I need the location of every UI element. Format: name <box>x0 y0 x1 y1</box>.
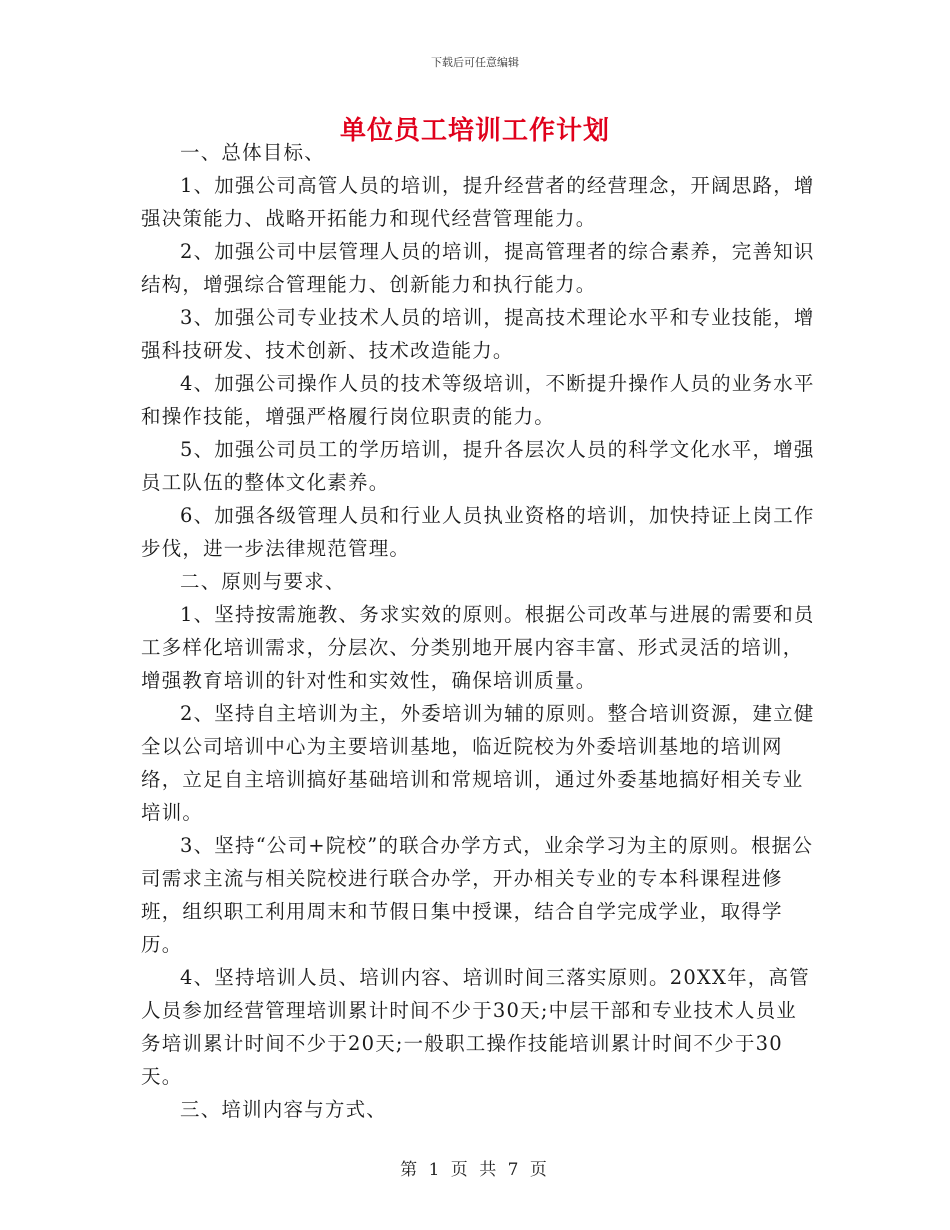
paragraph: 4、加强公司操作人员的技术等级培训，不断提升操作人员的业务水平和操作技能，增强严格履行岗位职责的能力。 <box>141 372 815 428</box>
paragraph: 1、加强公司高管人员的培训，提升经营者的经营理念，开阔思路，增强决策能力、战略开拓能力和现代经营管理能力。 <box>141 174 815 230</box>
paragraph: 5、加强公司员工的学历培训，提升各层次人员的科学文化水平，增强员工队伍的整体文化素养。 <box>141 438 815 494</box>
page-footer: 第 1 页 共 7 页 <box>400 1160 550 1180</box>
document-body <box>141 136 817 1126</box>
section-heading-2: 二、原则与要求、 <box>180 570 346 593</box>
paragraph: 2、加强公司中层管理人员的培训，提高管理者的综合素养，完善知识结构，增强综合管理能力、创新能力和执行能力。 <box>141 240 815 296</box>
header-note: 下载后可任意编辑 <box>431 56 519 69</box>
paragraph: 6、加强各级管理人员和行业人员执业资格的培训，加快持证上岗工作步伐，进一步法律规范管理。 <box>141 504 815 560</box>
document-title: 单位员工培训工作计划 <box>339 116 610 146</box>
section-heading-3: 三、培训内容与方式、 <box>180 1098 388 1121</box>
paragraph: 3、加强公司专业技术人员的培训，提高技术理论水平和专业技能，增强科技研发、技术创新、技术改造能力。 <box>141 306 815 362</box>
section-heading-1: 一、总体目标、 <box>180 141 325 164</box>
paragraph: 2、坚持自主培训为主，外委培训为辅的原则。整合培训资源，建立健全以公司培训中心为主要培训基地，临近院校为外委培训基地的培训网络，立足自主培训搞好基础培训和常规培训，通过外委基地搞好相关专业培训。 <box>141 702 815 824</box>
paragraph: 4、坚持培训人员、培训内容、培训时间三落实原则。20XX年，高管人员参加经营管理培训累计时间不少于30天;中层干部和专业技术人员业务培训累计时间不少于20天;一般职工操作技能培训累计时间不少于30天。 <box>141 966 810 1088</box>
paragraph: 3、坚持“公司+院校”的联合办学方式，业余学习为主的原则。根据公司需求主流与相关院校进行联合办学，开办相关专业的专本科课程进修班，组织职工利用周末和节假日集中授课，结合自学完成学业，取得学历。 <box>141 834 814 956</box>
paragraph: 1、坚持按需施教、务求实效的原则。根据公司改革与进展的需要和员工多样化培训需求，分层次、分类别地开展内容丰富、形式灵活的培训，增强教育培训的针对性和实效性，确保培训质量。 <box>141 603 815 692</box>
